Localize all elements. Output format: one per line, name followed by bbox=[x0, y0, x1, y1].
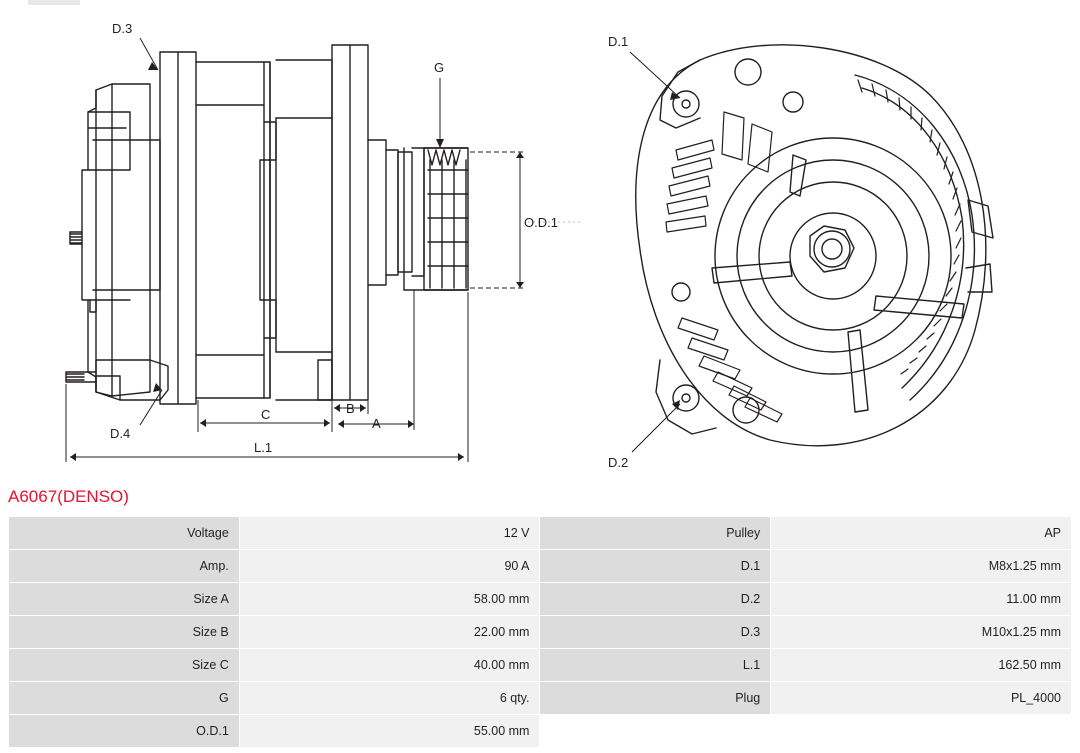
spec-value: 90 A bbox=[239, 550, 540, 583]
spec-label-empty bbox=[540, 715, 771, 748]
callout-d3: D.3 bbox=[112, 21, 133, 36]
spec-label: O.D.1 bbox=[9, 715, 240, 748]
spec-value: 162.50 mm bbox=[771, 649, 1072, 682]
spec-value: 58.00 mm bbox=[239, 583, 540, 616]
spec-label: Pulley bbox=[540, 517, 771, 550]
table-row bbox=[9, 649, 1072, 682]
callout-l1: L.1 bbox=[254, 440, 273, 455]
spec-label: D.3 bbox=[540, 616, 771, 649]
callout-d2: D.2 bbox=[608, 455, 629, 470]
callout-c: C bbox=[261, 407, 271, 422]
spec-value: 22.00 mm bbox=[239, 616, 540, 649]
spec-value: M10x1.25 mm bbox=[771, 616, 1072, 649]
spec-value: 40.00 mm bbox=[239, 649, 540, 682]
table-row bbox=[9, 715, 1072, 748]
callout-od1: O.D.1 bbox=[524, 215, 558, 230]
spec-label: Plug bbox=[540, 682, 771, 715]
spec-label: Size A bbox=[9, 583, 240, 616]
spec-value: PL_4000 bbox=[771, 682, 1072, 715]
spec-label: L.1 bbox=[540, 649, 771, 682]
table-row bbox=[9, 517, 1072, 550]
spec-label: Voltage bbox=[9, 517, 240, 550]
spec-label: Size B bbox=[9, 616, 240, 649]
spec-label: G bbox=[9, 682, 240, 715]
table-row bbox=[9, 550, 1072, 583]
spec-value: 11.00 mm bbox=[771, 583, 1072, 616]
callout-g: G bbox=[434, 60, 445, 75]
callout-b: B bbox=[346, 401, 355, 416]
callout-d4: D.4 bbox=[110, 426, 131, 441]
table-row bbox=[9, 682, 1072, 715]
spec-label: D.2 bbox=[540, 583, 771, 616]
spec-label: D.1 bbox=[540, 550, 771, 583]
callout-d1: D.1 bbox=[608, 34, 629, 49]
spec-value-empty bbox=[771, 715, 1072, 748]
spec-value: 55.00 mm bbox=[239, 715, 540, 748]
spec-label: Amp. bbox=[9, 550, 240, 583]
callout-a: A bbox=[372, 416, 381, 431]
spec-value: 6 qty. bbox=[239, 682, 540, 715]
page-title: A6067(DENSO) bbox=[8, 487, 129, 506]
table-row bbox=[9, 616, 1072, 649]
spec-value: M8x1.25 mm bbox=[771, 550, 1072, 583]
table-row bbox=[9, 583, 1072, 616]
spec-label: Size C bbox=[9, 649, 240, 682]
spec-value: AP bbox=[771, 517, 1072, 550]
spec-value: 12 V bbox=[239, 517, 540, 550]
specifications-table bbox=[8, 516, 1072, 748]
